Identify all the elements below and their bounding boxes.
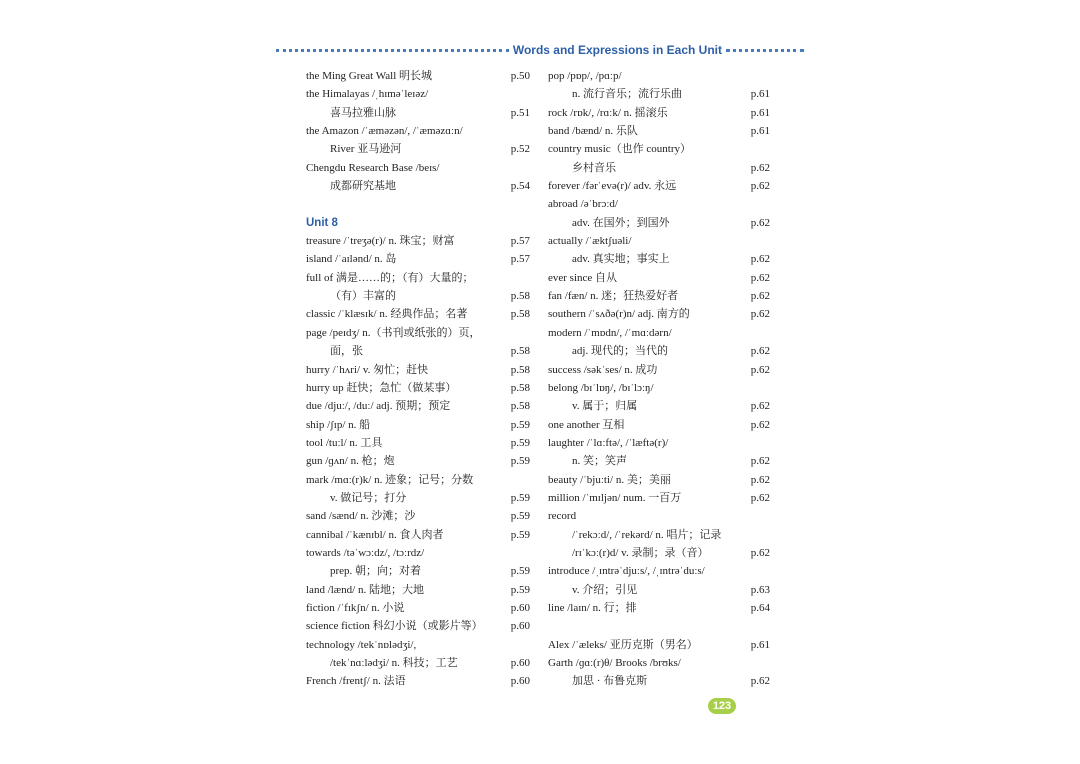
entry-text: actually /ˈæktʃuəli/ — [548, 235, 632, 248]
entry-text: classic /ˈklæsɪk/ n. 经典作品；名著 — [306, 308, 468, 321]
entry-page-ref: p.64 — [750, 601, 770, 614]
entry-text: v. 做记号；打分 — [330, 491, 407, 504]
entry-page-ref: p.62 — [750, 491, 770, 504]
entry-page-ref: p.57 — [510, 235, 530, 248]
entry-text: 乡村音乐 — [572, 161, 616, 174]
entry-page-ref: p.59 — [510, 455, 530, 468]
vocab-entry — [306, 416, 530, 434]
entry-text: beauty /ˈbjuːti/ n. 美；美丽 — [548, 473, 671, 486]
vocab-entry — [548, 599, 770, 617]
vocab-entry — [548, 471, 770, 489]
entry-page-ref: p.62 — [750, 473, 770, 486]
vocab-entry — [548, 305, 770, 323]
vocab-entry — [306, 581, 530, 599]
entry-text: million /ˈmɪljən/ num. 一百万 — [548, 491, 682, 504]
vocab-entry — [306, 342, 530, 360]
entry-text: island /ˈaɪlənd/ n. 岛 — [306, 253, 397, 266]
entry-page-ref: p.62 — [750, 546, 770, 559]
entry-page-ref: p.62 — [750, 180, 770, 193]
entry-text: land /lænd/ n. 陆地；大地 — [306, 583, 424, 596]
vocab-entry — [548, 562, 770, 580]
entry-text: Garth /ɡɑː(r)θ/ Brooks /brʊks/ — [548, 657, 681, 669]
vocab-entry — [548, 379, 770, 397]
entry-page-ref: p.59 — [510, 565, 530, 578]
vocab-entry — [306, 232, 530, 250]
entry-text: record — [548, 510, 577, 523]
entry-page-ref: p.62 — [750, 363, 770, 376]
entry-page-ref: p.58 — [510, 363, 530, 376]
entry-page-ref: p.58 — [510, 345, 530, 358]
entry-text: the Amazon /ˈæməzən/, /ˈæməzɑːn/ — [306, 125, 463, 138]
vocab-entry — [548, 269, 770, 287]
vocab-entry — [306, 471, 530, 489]
vocab-entry — [548, 361, 770, 379]
entry-text: towards /təˈwɔːdz/, /tɔːrdz/ — [306, 546, 425, 559]
entry-page-ref: p.58 — [510, 290, 530, 303]
vocab-entry — [548, 214, 770, 232]
entry-text: abroad /əˈbrɔːd/ — [548, 198, 618, 211]
right-column — [548, 67, 770, 691]
vocab-entry — [548, 416, 770, 434]
entry-page-ref: p.59 — [510, 510, 530, 523]
vocab-entry — [306, 287, 530, 305]
entry-text: rock /rɒk/, /rɑːk/ n. 摇滚乐 — [548, 106, 668, 119]
entry-page-ref: p.59 — [510, 583, 530, 596]
vocab-entry — [548, 544, 770, 562]
entry-text: Unit 8 — [306, 216, 338, 229]
page-header — [276, 41, 804, 59]
entry-page-ref: p.52 — [510, 143, 530, 156]
entry-text: adj. 现代的；当代的 — [572, 345, 668, 358]
header-dots-left — [276, 49, 509, 52]
entry-page-ref: p.62 — [750, 216, 770, 229]
entry-text: v. 介绍；引见 — [572, 583, 638, 596]
vocab-entry — [306, 104, 530, 122]
vocab-entry — [306, 562, 530, 580]
vocab-entry — [306, 67, 530, 85]
vocab-entry — [548, 104, 770, 122]
vocab-entry — [306, 672, 530, 690]
entry-text: （有）丰富的 — [330, 290, 396, 303]
vocab-entry — [548, 140, 770, 158]
unit-heading — [306, 214, 530, 232]
entry-text: full of 满是……的；（有）大量的； — [306, 271, 474, 284]
left-column — [306, 67, 530, 691]
entry-text: River 亚马逊河 — [330, 143, 402, 156]
entry-text: mark /mɑː(r)k/ n. 迹象；记号；分数 — [306, 473, 474, 486]
entry-text: 成都研究基地 — [330, 180, 396, 193]
entry-page-ref: p.60 — [510, 620, 530, 633]
entry-text: introduce /ˌɪntrəˈdjuːs/, /ˌɪntrəˈduːs/ — [548, 565, 705, 578]
entry-text: belong /bɪˈlɒŋ/, /bɪˈlɔːŋ/ — [548, 381, 654, 394]
entry-page-ref: p.61 — [750, 88, 770, 101]
entry-text: Chengdu Research Base /beɪs/ — [306, 161, 440, 174]
entry-text: page /peɪdʒ/ n.（书刊或纸张的）页， — [306, 326, 481, 339]
entry-text: 面，张 — [330, 345, 363, 358]
vocab-entry — [306, 654, 530, 672]
entry-text: modern /ˈmɒdn/, /ˈmɑːdərn/ — [548, 326, 672, 339]
entry-text: hurry up 赶快；急忙（做某事） — [306, 381, 457, 394]
vocab-entry — [548, 85, 770, 103]
entry-text: ever since 自从 — [548, 271, 618, 284]
entry-text: forever /fərˈevə(r)/ adv. 永远 — [548, 180, 677, 193]
entry-text: cannibal /ˈkænɪbl/ n. 食人肉者 — [306, 528, 444, 541]
entry-text: adv. 真实地；事实上 — [572, 253, 670, 266]
vocab-entry — [548, 507, 770, 525]
entry-page-ref: p.61 — [750, 125, 770, 138]
entry-text: sand /sænd/ n. 沙滩；沙 — [306, 510, 416, 523]
page-number: 123 — [708, 698, 736, 714]
vocab-entry — [548, 489, 770, 507]
header-title: Words and Expressions in Each Unit — [512, 43, 722, 57]
vocab-entry — [306, 489, 530, 507]
spacer — [306, 195, 530, 213]
vocab-entry — [548, 324, 770, 342]
vocab-entry — [306, 250, 530, 268]
vocab-entry — [306, 397, 530, 415]
entry-text: country music（也作 country） — [548, 143, 691, 156]
entry-page-ref: p.62 — [750, 308, 770, 321]
entry-page-ref: p.63 — [750, 583, 770, 596]
vocab-entry — [548, 67, 770, 85]
entry-page-ref: p.58 — [510, 308, 530, 321]
entry-page-ref: p.54 — [510, 180, 530, 193]
entry-text: due /djuː/, /duː/ adj. 预期；预定 — [306, 400, 451, 413]
entry-page-ref: p.59 — [510, 436, 530, 449]
vocab-entry — [548, 397, 770, 415]
spacer — [548, 617, 770, 635]
vocab-entry — [548, 122, 770, 140]
vocab-entry — [548, 672, 770, 690]
entry-page-ref: p.51 — [510, 106, 530, 119]
entry-text: French /frentʃ/ n. 法语 — [306, 675, 406, 688]
vocab-entry — [548, 177, 770, 195]
vocab-entry — [548, 159, 770, 177]
entry-text: fiction /ˈfɪkʃn/ n. 小说 — [306, 601, 405, 614]
entry-page-ref: p.60 — [510, 657, 530, 669]
vocab-entry — [306, 122, 530, 140]
entry-text: 加思 · 布鲁克斯 — [572, 675, 648, 688]
entry-text: treasure /ˈtreʒə(r)/ n. 珠宝；财富 — [306, 235, 455, 248]
entry-text: gun /ɡʌn/ n. 枪；炮 — [306, 455, 395, 468]
entry-page-ref: p.60 — [510, 601, 530, 614]
vocab-entry — [548, 195, 770, 213]
entry-text: n. 笑；笑声 — [572, 455, 627, 468]
vocab-entry — [306, 305, 530, 323]
vocab-entry — [306, 599, 530, 617]
entry-text: hurry /ˈhʌri/ v. 匆忙；赶快 — [306, 363, 429, 376]
entry-page-ref: p.59 — [510, 418, 530, 431]
entry-page-ref: p.60 — [510, 675, 530, 688]
entry-page-ref: p.62 — [750, 418, 770, 431]
vocab-entry — [306, 379, 530, 397]
entry-page-ref: p.61 — [750, 638, 770, 651]
entry-page-ref: p.62 — [750, 253, 770, 266]
entry-text: one another 互相 — [548, 418, 625, 431]
vocab-entry — [306, 361, 530, 379]
entry-page-ref: p.50 — [510, 70, 530, 82]
entry-text: southern /ˈsʌðə(r)n/ adj. 南方的 — [548, 308, 690, 321]
vocab-entry — [548, 526, 770, 544]
vocab-entry — [548, 342, 770, 360]
entry-text: fan /fæn/ n. 迷；狂热爱好者 — [548, 290, 679, 303]
entry-page-ref: p.62 — [750, 161, 770, 174]
vocab-entry — [548, 636, 770, 654]
entry-page-ref: p.59 — [510, 528, 530, 541]
vocab-entry — [306, 452, 530, 470]
entry-text: v. 属于；归属 — [572, 400, 638, 413]
entry-text: band /bænd/ n. 乐队 — [548, 125, 638, 138]
vocab-entry — [548, 581, 770, 599]
entry-text: the Himalayas /ˌhɪməˈleɪəz/ — [306, 88, 429, 101]
entry-text: line /laɪn/ n. 行；排 — [548, 601, 637, 614]
vocab-entry — [548, 250, 770, 268]
entry-text: n. 流行音乐；流行乐曲 — [572, 88, 682, 101]
vocab-entry — [306, 636, 530, 654]
entry-page-ref: p.58 — [510, 400, 530, 413]
entry-text: /rɪˈkɔː(r)d/ v. 录制；录（音） — [572, 546, 709, 559]
entry-page-ref: p.62 — [750, 345, 770, 358]
entry-page-ref: p.58 — [510, 381, 530, 394]
entry-text: ship /ʃɪp/ n. 船 — [306, 418, 371, 431]
entry-text: the Ming Great Wall 明长城 — [306, 70, 433, 82]
entry-text: /tekˈnɑːlədʒi/ n. 科技；工艺 — [330, 657, 458, 669]
vocab-entry — [548, 287, 770, 305]
vocab-entry — [306, 526, 530, 544]
vocab-entry — [306, 85, 530, 103]
entry-page-ref: p.62 — [750, 400, 770, 413]
entry-text: laughter /ˈlɑːftə/, /ˈlæftə(r)/ — [548, 436, 669, 449]
entry-text: adv. 在国外；到国外 — [572, 216, 670, 229]
entry-text: Alex /ˈæleks/ 亚历克斯（男名） — [548, 638, 698, 651]
entry-page-ref: p.61 — [750, 106, 770, 119]
entry-page-ref: p.62 — [750, 290, 770, 303]
entry-page-ref: p.57 — [510, 253, 530, 266]
vocab-entry — [306, 434, 530, 452]
vocab-entry — [306, 544, 530, 562]
entry-text: tool /tuːl/ n. 工具 — [306, 436, 383, 449]
entry-text: prep. 朝；向；对着 — [330, 565, 422, 578]
vocab-entry — [306, 177, 530, 195]
entry-page-ref: p.62 — [750, 455, 770, 468]
vocab-entry — [548, 434, 770, 452]
vocab-entry — [306, 324, 530, 342]
entry-page-ref: p.62 — [750, 675, 770, 688]
entry-text: pop /pɒp/, /pɑːp/ — [548, 70, 622, 82]
entry-text: science fiction 科幻小说（或影片等） — [306, 620, 483, 633]
vocab-entry — [306, 617, 530, 635]
vocab-entry — [548, 452, 770, 470]
vocab-entry — [548, 654, 770, 672]
vocab-entry — [306, 140, 530, 158]
vocab-entry — [306, 159, 530, 177]
entry-text: /ˈrekɔːd/, /ˈrekərd/ n. 唱片；记录 — [572, 528, 722, 541]
entry-page-ref: p.62 — [750, 271, 770, 284]
vocab-entry — [306, 507, 530, 525]
vocab-entry — [548, 232, 770, 250]
entry-text: technology /tekˈnɒlədʒi/, — [306, 638, 417, 651]
entry-page-ref: p.59 — [510, 491, 530, 504]
header-dots-right — [726, 49, 804, 52]
entry-text: 喜马拉雅山脉 — [330, 106, 396, 119]
entry-text: success /səkˈses/ n. 成功 — [548, 363, 658, 376]
vocab-entry — [306, 269, 530, 287]
